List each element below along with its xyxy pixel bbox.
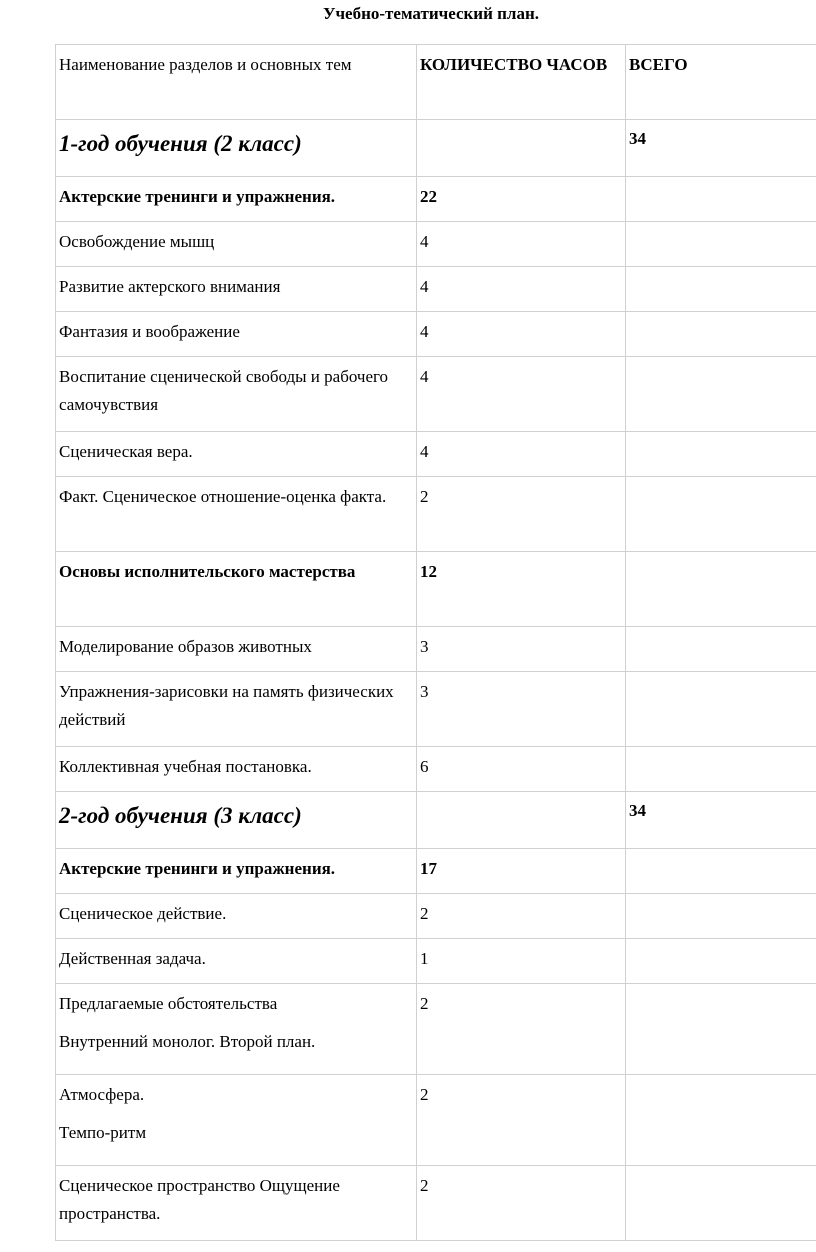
table-row (56, 672, 816, 747)
topic-hours: 6 (417, 747, 626, 792)
topic-hours: 3 (417, 672, 626, 747)
topic-name: Сценическая вера. (56, 432, 417, 477)
topic-hours: 2 (417, 1075, 626, 1166)
section-name: Актерские тренинги и упражнения. (56, 177, 417, 222)
section-hours: 12 (417, 552, 626, 627)
section-hours: 17 (417, 849, 626, 894)
empty-cell (626, 312, 816, 357)
empty-cell (626, 477, 816, 552)
table-row (56, 222, 816, 267)
topic-name: Фантазия и воображение (56, 312, 417, 357)
table-row (56, 747, 816, 792)
empty-cell (626, 894, 816, 939)
empty-cell (626, 1075, 816, 1166)
empty-cell (626, 222, 816, 267)
topic-line: Предлагаемые обстоятельства (59, 994, 278, 1013)
empty-cell (626, 984, 816, 1075)
year-total: 34 (626, 120, 816, 177)
topic-hours: 2 (417, 984, 626, 1075)
topic-name (56, 984, 417, 1075)
section-row (56, 552, 816, 627)
empty-cell (626, 627, 816, 672)
table-row (56, 357, 816, 432)
header-hours: КОЛИЧЕСТВО ЧАСОВ (417, 45, 626, 120)
table-row (56, 312, 816, 357)
topic-hours: 2 (417, 1166, 626, 1241)
topic-hours: 4 (417, 432, 626, 477)
section-row (56, 849, 816, 894)
topic-name: Моделирование образов животных (56, 627, 417, 672)
topic-hours: 4 (417, 267, 626, 312)
empty-cell (626, 552, 816, 627)
table-row (56, 267, 816, 312)
section-hours: 22 (417, 177, 626, 222)
empty-cell (626, 849, 816, 894)
table-row (56, 984, 816, 1075)
topic-name: Факт. Сценическое отношение-оценка факта. (56, 477, 417, 552)
table-row (56, 1075, 816, 1166)
topic-name: Сценическое действие. (56, 894, 417, 939)
table-row (56, 894, 816, 939)
table-row (56, 432, 816, 477)
topic-name: Коллективная учебная постановка. (56, 747, 417, 792)
year-row (56, 792, 816, 849)
empty-cell (626, 747, 816, 792)
table-row (56, 627, 816, 672)
table-row (56, 1166, 816, 1241)
topic-name: Развитие актерского внимания (56, 267, 417, 312)
empty-cell (626, 177, 816, 222)
topic-name: Действенная задача. (56, 939, 417, 984)
empty-cell (626, 939, 816, 984)
curriculum-table (55, 44, 816, 1241)
year-name: 2-год обучения (3 класс) (56, 792, 417, 849)
page-title: Учебно-тематический план. (322, 4, 540, 23)
topic-hours: 4 (417, 312, 626, 357)
empty-cell (626, 357, 816, 432)
topic-name (56, 1075, 417, 1166)
empty-cell (417, 120, 626, 177)
table-row (56, 939, 816, 984)
section-name: Основы исполнительского мастерства (56, 552, 417, 627)
topic-hours: 4 (417, 222, 626, 267)
table-row (56, 477, 816, 552)
year-row (56, 120, 816, 177)
section-name: Актерские тренинги и упражнения. (56, 849, 417, 894)
topic-name: Освобождение мышц (56, 222, 417, 267)
topic-line: Атмосфера. (59, 1085, 145, 1104)
year-total: 34 (626, 792, 816, 849)
topic-line: Внутренний монолог. Второй план. (59, 1032, 316, 1051)
table-header-row (56, 45, 816, 120)
topic-hours: 2 (417, 477, 626, 552)
section-row (56, 177, 816, 222)
topic-name: Упражнения-зарисовки на память физических действий (56, 672, 417, 747)
empty-cell (417, 792, 626, 849)
empty-cell (626, 432, 816, 477)
topic-hours: 3 (417, 627, 626, 672)
empty-cell (626, 267, 816, 312)
topic-hours: 2 (417, 894, 626, 939)
topic-hours: 1 (417, 939, 626, 984)
topic-line: Темпо-ритм (59, 1123, 147, 1142)
empty-cell (626, 672, 816, 747)
topic-hours: 4 (417, 357, 626, 432)
topic-name: Воспитание сценической свободы и рабочего самочувствия (56, 357, 417, 432)
topic-name: Сценическое пространство Ощущение пространства. (56, 1166, 417, 1241)
year-name: 1-год обучения (2 класс) (56, 120, 417, 177)
empty-cell (626, 1166, 816, 1241)
header-topic: Наименование разделов и основных тем (56, 45, 417, 120)
header-total: ВСЕГО (626, 45, 816, 120)
